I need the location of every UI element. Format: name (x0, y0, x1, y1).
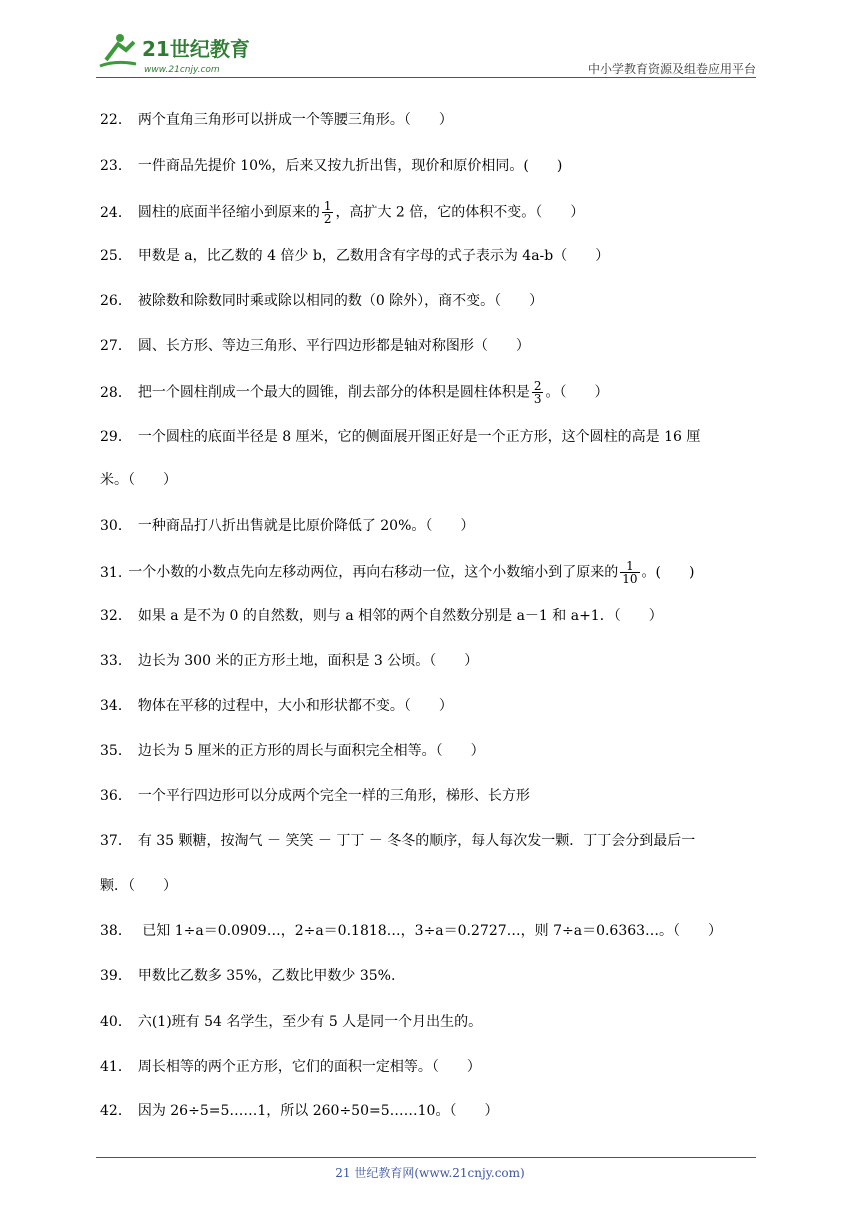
question-26: 26． 被除数和除数同时乘或除以相同的数（0 除外），商不变。（ ） (100, 293, 544, 309)
question-24: 24． 圆柱的底面半径缩小到原来的 $\frac{1}{2}$ ，高扩大 2 倍，它的体积不变。（ ） (100, 199, 585, 226)
logo (96, 30, 266, 78)
question-34: 34． 物体在平移的过程中，大小和形状都不变。（ ） (100, 698, 453, 714)
question-27: 27． 圆、长方形、等边三角形、平行四边形都是轴对称图形（ ） (100, 338, 530, 354)
question-29-continued: 米。（ ） (100, 472, 177, 488)
question-30: 30． 一种商品打八折出售就是比原价降低了 20%。（ ） (100, 518, 475, 534)
platform-title: 中小学教育资源及组卷应用平台 (587, 62, 756, 76)
question-40: 40． 六(1)班有 54 名学生，至少有 5 人是同一个月出生的。 (100, 1014, 483, 1030)
question-41: 41． 周长相等的两个正方形，它们的面积一定相等。（ ） (100, 1059, 481, 1075)
question-35: 35． 边长为 5 厘米的正方形的周长与面积完全相等。（ ） (100, 743, 485, 759)
question-33: 33． 边长为 300 米的正方形土地，面积是 3 公顷。（ ） (100, 653, 479, 669)
logo-url: www.21cnjy.com (144, 65, 220, 75)
question-23: 23． 一件商品先提价 10%，后来又按九折出售，现价和原价相同。( ) (100, 158, 563, 174)
question-38: 38． 已知 1÷a＝0.0909…，2÷a＝0.1818…，3÷a＝0.2727…，则 7÷a＝0.6363…。（ ） (100, 923, 723, 939)
question-37: 37． 有 35 颗糖，按淘气 － 笑笑 － 丁丁 － 冬冬的顺序，每人每次发一颗．丁丁会分到最后一 (100, 833, 696, 849)
question-42: 42． 因为 26÷5=5……1，所以 260÷50=5……10。（ ） (100, 1103, 499, 1119)
footer-text: 21 世纪教育网(www.21cnjy.com) (335, 1166, 525, 1180)
question-36: 36． 一个平行四边形可以分成两个完全一样的三角形，梯形、长方形 (100, 788, 530, 804)
fraction: $\frac{2}{3}$ (533, 379, 542, 406)
question-29: 29． 一个圆柱的底面半径是 8 厘米，它的侧面展开图正好是一个正方形，这个圆柱的高是 16 厘 (100, 429, 701, 445)
fraction: $\frac{1}{2}$ (323, 199, 332, 226)
question-25: 25． 甲数是 a，比乙数的 4 倍少 b，乙数用含有字母的式子表示为 4a-b（ ） (100, 248, 610, 264)
question-28: 28． 把一个圆柱削成一个最大的圆锥，削去部分的体积是圆柱体积是 $\frac{2}{3}$ 。（ ） (100, 379, 609, 406)
question-22: 22． 两个直角三角形可以拼成一个等腰三角形。（ ） (100, 112, 453, 128)
footer-divider (96, 1157, 756, 1158)
question-31: 31. 一个小数的小数点先向左移动两位，再向右移动一位，这个小数缩小到了原来的 $\frac{1}{10}$ 。( ) (100, 559, 695, 586)
question-32: 32． 如果 a 是不为 0 的自然数，则与 a 相邻的两个自然数分别是 a－1 和 a+1．（ ） (100, 608, 663, 624)
logo-text: 21世纪教育 (142, 37, 250, 61)
question-39: 39． 甲数比乙数多 35%，乙数比甲数少 35%. (100, 968, 396, 984)
header-divider (96, 77, 756, 78)
question-37-continued: 颗．（ ） (100, 878, 177, 894)
fraction: $\frac{1}{10}$ (622, 559, 638, 586)
